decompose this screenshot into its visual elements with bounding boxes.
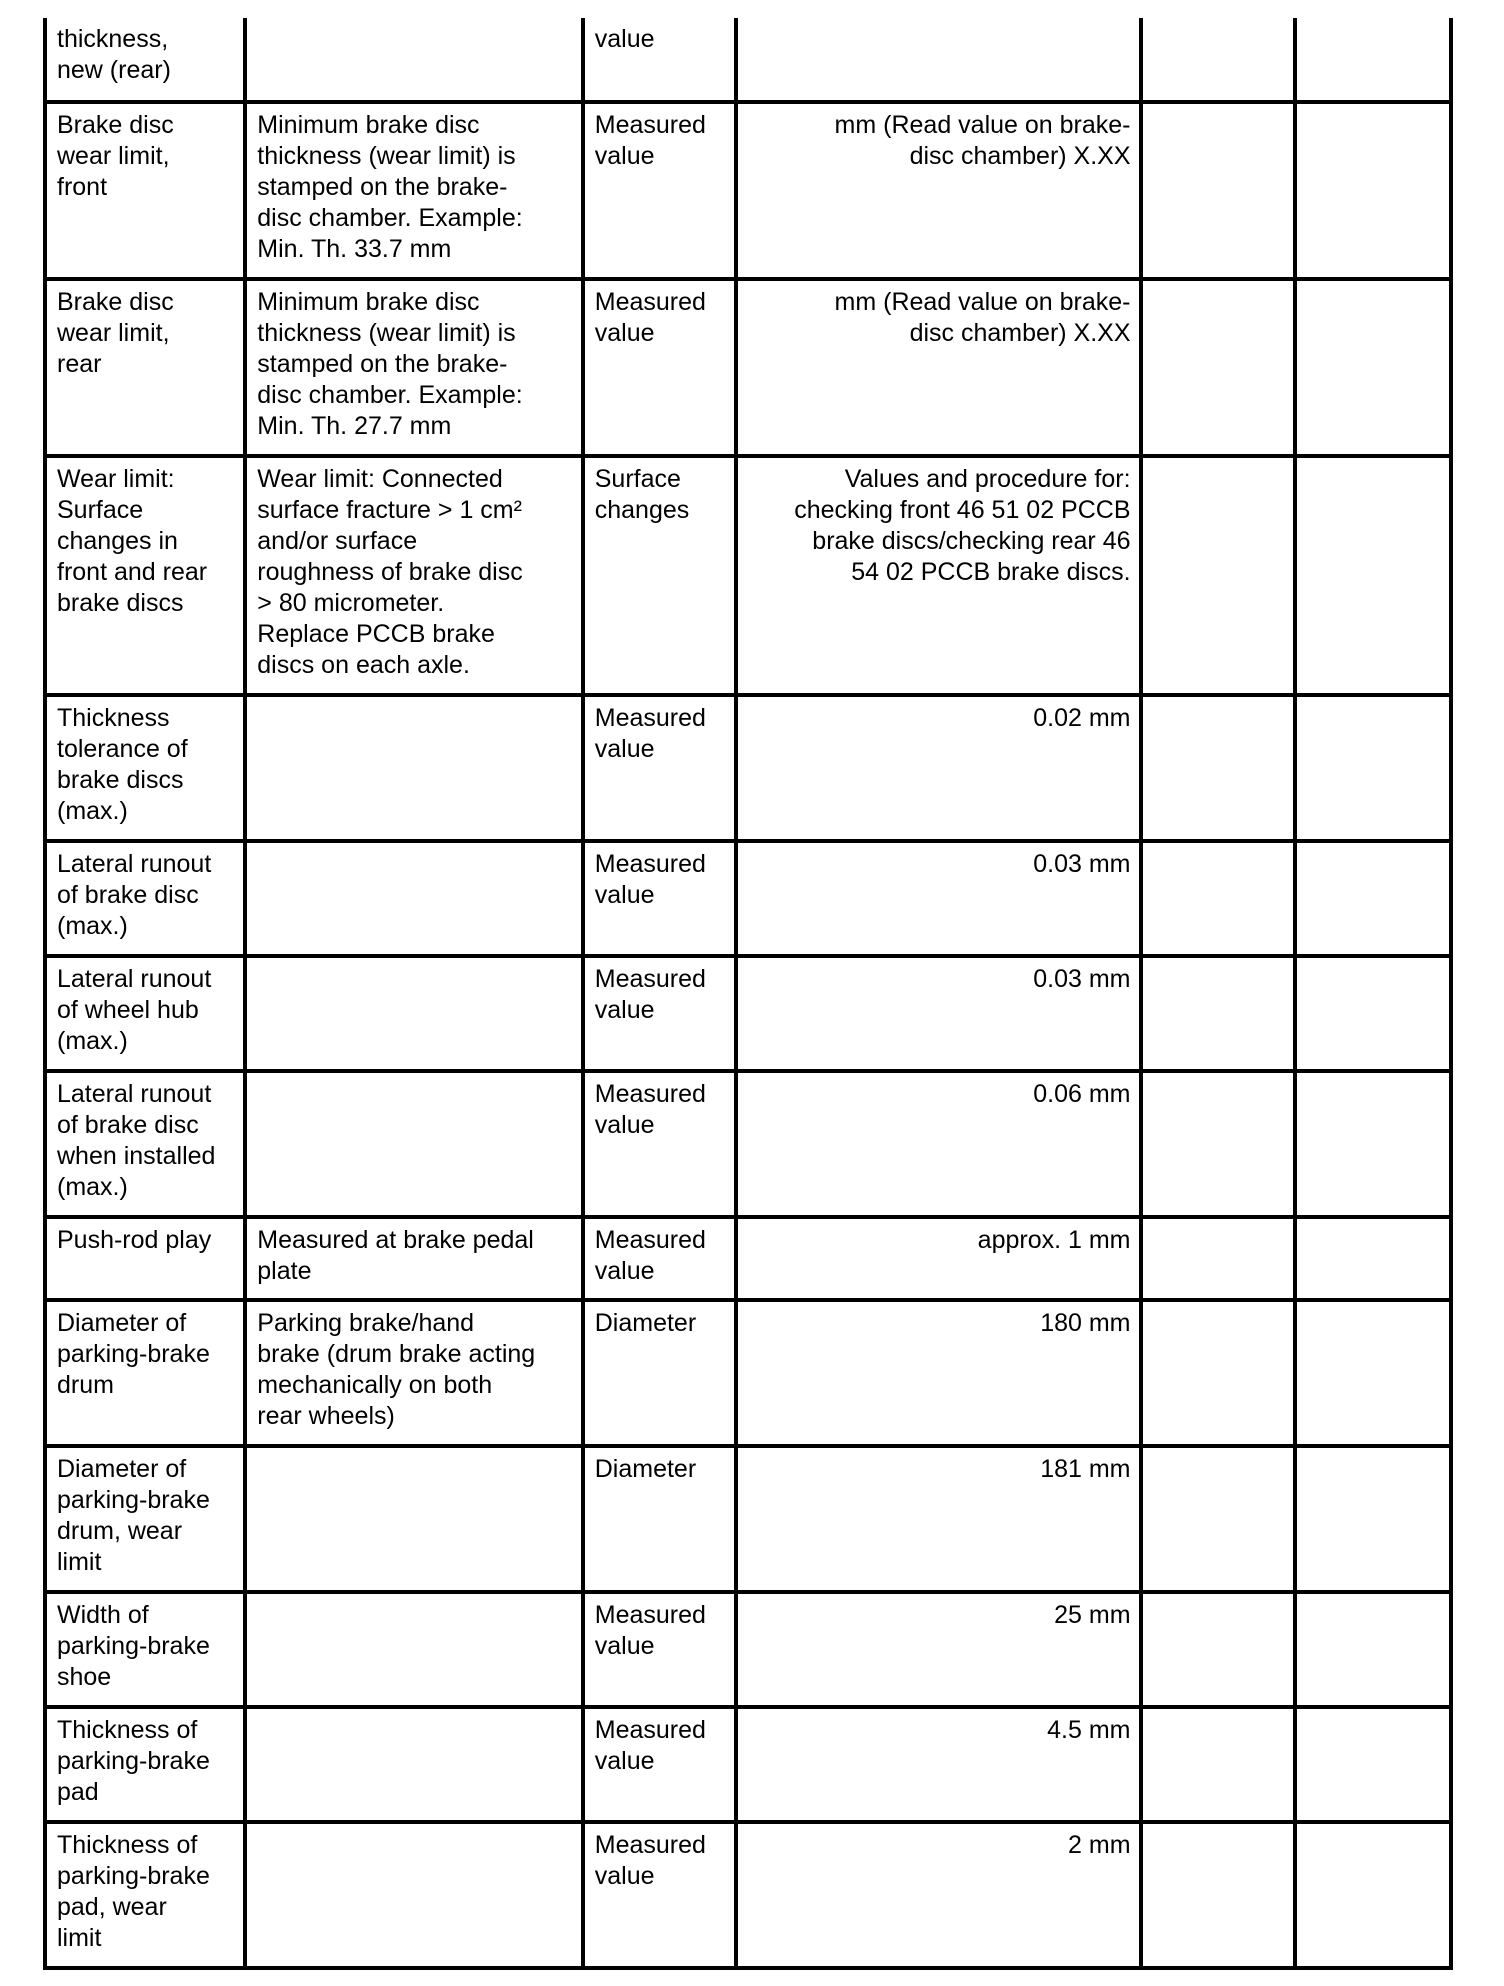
type-text: Measured value — [594, 1831, 706, 1890]
blank-cell — [1141, 102, 1295, 279]
blank-cell — [1141, 1707, 1295, 1822]
parameter-cell — [45, 1822, 245, 1968]
table-row — [45, 956, 1451, 1071]
value-cell — [736, 1300, 1141, 1446]
type-cell — [583, 1071, 736, 1217]
blank-cell — [1295, 841, 1451, 956]
type-text: Diameter — [594, 1455, 697, 1483]
type-text: value — [594, 25, 655, 53]
parameter-cell — [45, 102, 245, 279]
remark-cell — [245, 1707, 582, 1822]
remark-cell — [245, 695, 582, 841]
value-text: 25 mm — [1054, 1601, 1131, 1629]
parameter-cell — [45, 456, 245, 695]
value-cell — [736, 841, 1141, 956]
remark-cell — [245, 1446, 582, 1592]
parameter-text: Thickness of parking-brake pad — [57, 1716, 210, 1806]
value-cell — [736, 456, 1141, 695]
remark-text: Measured at brake pedal plate — [257, 1226, 534, 1285]
blank-cell — [1295, 1446, 1451, 1592]
value-text: 2 mm — [1068, 1831, 1131, 1859]
blank-cell — [1295, 956, 1451, 1071]
value-cell — [736, 1446, 1141, 1592]
parameter-cell — [45, 279, 245, 456]
type-text: Measured value — [594, 850, 706, 909]
table-row — [45, 279, 1451, 456]
parameter-cell — [45, 1217, 245, 1300]
parameter-text: Push-rod play — [57, 1226, 212, 1254]
value-text: 181 mm — [1040, 1455, 1131, 1483]
type-cell — [583, 1822, 736, 1968]
blank-cell — [1295, 1071, 1451, 1217]
parameter-text: Brake disc wear limit, front — [57, 111, 174, 201]
remark-cell — [245, 102, 582, 279]
blank-cell — [1295, 695, 1451, 841]
parameter-cell — [45, 1300, 245, 1446]
type-text: Measured value — [594, 704, 706, 763]
blank-cell — [1141, 841, 1295, 956]
blank-cell — [1141, 695, 1295, 841]
type-text: Surface changes — [594, 465, 690, 524]
value-cell — [736, 102, 1141, 279]
blank-cell — [1141, 18, 1295, 102]
blank-cell — [1141, 1446, 1295, 1592]
remark-cell — [245, 1071, 582, 1217]
remark-cell — [245, 841, 582, 956]
value-text: 0.03 mm — [1033, 965, 1131, 993]
parameter-text: Lateral runout of wheel hub (max.) — [57, 965, 212, 1055]
type-cell — [583, 956, 736, 1071]
parameter-cell — [45, 695, 245, 841]
value-text: mm (Read value on brake- disc chamber) X.XX — [834, 288, 1131, 347]
type-cell — [583, 695, 736, 841]
type-text: Measured value — [594, 1226, 706, 1285]
remark-cell — [245, 1592, 582, 1707]
value-cell — [736, 279, 1141, 456]
type-cell — [583, 1300, 736, 1446]
blank-cell — [1141, 1592, 1295, 1707]
blank-cell — [1141, 1822, 1295, 1968]
table-row — [45, 1592, 1451, 1707]
parameter-text: Diameter of parking-brake drum, wear limit — [57, 1455, 210, 1576]
parameter-cell — [45, 1446, 245, 1592]
value-text: 0.02 mm — [1033, 704, 1131, 732]
parameter-cell — [45, 1592, 245, 1707]
remark-cell — [245, 956, 582, 1071]
value-cell — [736, 1071, 1141, 1217]
parameter-text: Thickness of parking-brake pad, wear limit — [57, 1831, 210, 1952]
parameter-cell — [45, 1071, 245, 1217]
table-row — [45, 18, 1451, 102]
parameter-text: Thickness tolerance of brake discs (max.) — [57, 704, 188, 825]
type-cell — [583, 1446, 736, 1592]
type-cell — [583, 841, 736, 956]
value-text: mm (Read value on brake- disc chamber) X.XX — [834, 111, 1131, 170]
blank-cell — [1295, 1822, 1451, 1968]
parameter-text: Lateral runout of brake disc when installed (max.) — [57, 1080, 216, 1201]
remark-cell — [245, 1217, 582, 1300]
type-text: Measured value — [594, 288, 706, 347]
parameter-text: Wear limit: Surface changes in front and rear brake discs — [57, 465, 208, 617]
remark-text: Minimum brake disc thickness (wear limit) is stamped on the brake- disc chamber. Example: Min. Th. 27.7 mm — [257, 288, 523, 440]
type-text: Measured value — [594, 1080, 706, 1139]
type-text: Diameter — [594, 1309, 697, 1337]
blank-cell — [1141, 456, 1295, 695]
type-cell — [583, 18, 736, 102]
parameter-text: Lateral runout of brake disc (max.) — [57, 850, 212, 940]
blank-cell — [1141, 1300, 1295, 1446]
type-text: Measured value — [594, 965, 706, 1024]
table-row — [45, 102, 1451, 279]
remark-text: Wear limit: Connected surface fracture > 1 cm² and/or surface roughness of brake disc > 80 micrometer. Replace PCCB brake discs on each axle. — [257, 465, 523, 679]
type-text: Measured value — [594, 1716, 706, 1775]
blank-cell — [1295, 1707, 1451, 1822]
value-text: Values and procedure for: checking front 46 51 02 PCCB brake discs/checking rear 46 54 02 PCCB brake discs. — [794, 465, 1131, 586]
blank-cell — [1295, 1300, 1451, 1446]
blank-cell — [1141, 1071, 1295, 1217]
table-row — [45, 1707, 1451, 1822]
value-text: 0.06 mm — [1033, 1080, 1131, 1108]
parameter-text: Width of parking-brake shoe — [57, 1601, 210, 1691]
blank-cell — [1295, 1217, 1451, 1300]
parameter-text: thickness, new (rear) — [57, 25, 171, 84]
parameter-text: Brake disc wear limit, rear — [57, 288, 174, 378]
table-row — [45, 1822, 1451, 1968]
value-cell — [736, 695, 1141, 841]
table-row — [45, 456, 1451, 695]
type-text: Measured value — [594, 1601, 706, 1660]
value-cell — [736, 1822, 1141, 1968]
remark-cell — [245, 1300, 582, 1446]
value-cell — [736, 1707, 1141, 1822]
remark-cell — [245, 18, 582, 102]
type-cell — [583, 279, 736, 456]
type-cell — [583, 102, 736, 279]
brake-specifications-table — [43, 18, 1453, 1970]
value-cell — [736, 956, 1141, 1071]
value-text: 180 mm — [1040, 1309, 1131, 1337]
remark-cell — [245, 1822, 582, 1968]
blank-cell — [1141, 279, 1295, 456]
remark-cell — [245, 279, 582, 456]
type-cell — [583, 1707, 736, 1822]
value-cell — [736, 1592, 1141, 1707]
table-row — [45, 1300, 1451, 1446]
value-text: approx. 1 mm — [977, 1226, 1131, 1254]
parameter-text: Diameter of parking-brake drum — [57, 1309, 210, 1399]
value-text: 0.03 mm — [1033, 850, 1131, 878]
parameter-cell — [45, 18, 245, 102]
value-text: 4.5 mm — [1047, 1716, 1131, 1744]
table-row — [45, 1071, 1451, 1217]
table-row — [45, 1217, 1451, 1300]
value-cell — [736, 1217, 1141, 1300]
blank-cell — [1141, 956, 1295, 1071]
table-row — [45, 841, 1451, 956]
type-cell — [583, 1592, 736, 1707]
table-row — [45, 695, 1451, 841]
remark-text: Parking brake/hand brake (drum brake acting mechanically on both rear wheels) — [257, 1309, 536, 1430]
table-row — [45, 1446, 1451, 1592]
blank-cell — [1295, 1592, 1451, 1707]
type-cell — [583, 456, 736, 695]
blank-cell — [1295, 456, 1451, 695]
blank-cell — [1141, 1217, 1295, 1300]
blank-cell — [1295, 102, 1451, 279]
blank-cell — [1295, 18, 1451, 102]
parameter-cell — [45, 1707, 245, 1822]
type-cell — [583, 1217, 736, 1300]
remark-cell — [245, 456, 582, 695]
parameter-cell — [45, 956, 245, 1071]
remark-text: Minimum brake disc thickness (wear limit) is stamped on the brake- disc chamber. Example: Min. Th. 33.7 mm — [257, 111, 523, 263]
table-body — [45, 18, 1451, 1968]
parameter-cell — [45, 841, 245, 956]
blank-cell — [1295, 279, 1451, 456]
value-cell — [736, 18, 1141, 102]
type-text: Measured value — [594, 111, 706, 170]
